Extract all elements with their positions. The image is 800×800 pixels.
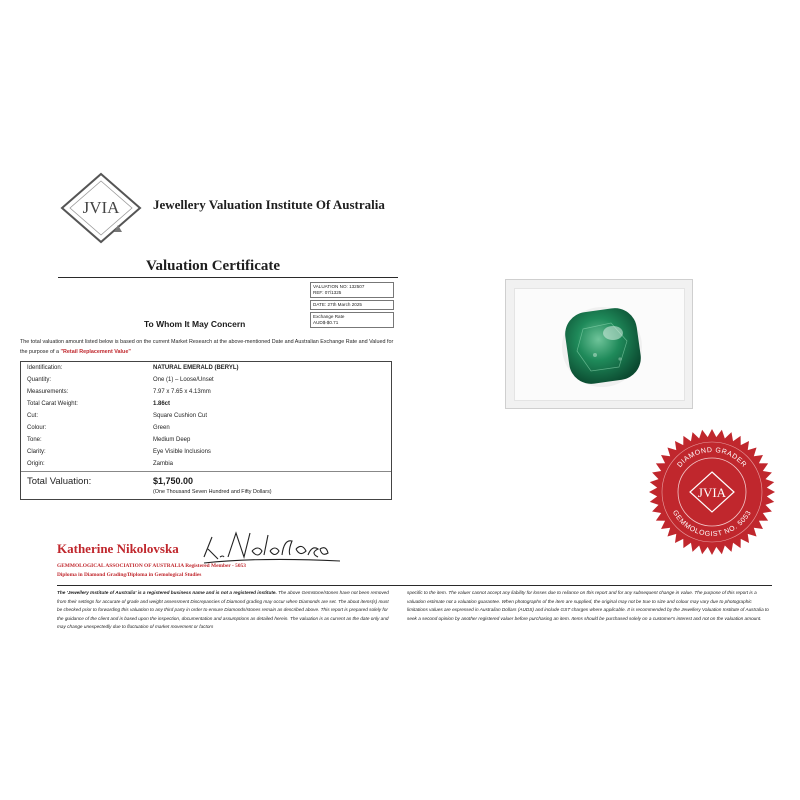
valuation-date: DATE: 27th March 2025 [313,302,362,307]
detail-label: Total Carat Weight: [27,401,78,407]
emerald-stone [562,305,643,386]
detail-value: Zambia [153,461,174,467]
gemstone-photo-frame [505,279,693,409]
disclaimer-heading: The 'Jewellery Institute of Australia' is a registered business name and is not a registered institute. [57,590,277,595]
ref-exchange-block [310,312,394,328]
detail-label: Quantity: [27,377,52,383]
ref-date-block [310,300,394,310]
intro-paragraph [20,337,400,357]
detail-value: Square Cushion Cut [153,413,208,419]
seal-center-text: JVIA [697,485,727,500]
intro-text: The total valuation amount listed below is based on the current Market Research at the above-mentioned Date and Australian Exchange Rate and Valued for the purpose of a [20,339,394,355]
detail-label: Measurements: [27,389,69,395]
detail-label: Clarity: [27,449,46,455]
exchange-rate-value: AUD$-$0.71 [313,320,339,325]
disclaimer-left-text: The above Gemstone/stones have not been removed from their settings for accurate of grade and weight assessment Discrepancies of Diamond grading may occur when Diamonds are set. The about items(s) must be checked prior to forwarding this valuation to any third party in order to ensure Diamonds/stones remain as described above. This report is prepared solely for the guidance of the client and is based upon the inspection, documentation and assumptions as detailed herein. The valuation is as current as the date only and may change unexpectedly due to fluctuation of market movement or factors [57,590,389,630]
detail-value: 7.97 x 7.65 x 4.13mm [153,389,211,395]
detail-value: 1.86ct [153,401,171,407]
detail-value: Eye Visible Inclusions [153,449,211,455]
detail-label: Colour: [27,425,47,431]
valuer-name: Katherine Nikolovska [57,541,179,556]
gemstone-photo [514,288,685,401]
title-divider [58,277,398,278]
total-valuation-label: Total Valuation: [27,476,92,487]
disclaimer-right [407,589,773,623]
valuer-diploma: Diploma in Diamond Grading/Diploma in Gemological Studies [57,572,202,578]
detail-label: Cut: [27,413,39,419]
detail-label: Identification: [27,365,63,371]
salutation: To Whom It May Concern [144,319,246,329]
gemmologist-seal [648,428,776,556]
disclaimer-right-text: specific to the item. The valuer cannot accept any liability for losses due to reliance on this report and for any subsequent change in value. The purpose of this report is a valuation estimate not a valuation guarantee. When photographs of the item are supplied, the original may not be true to size and colour may vary due to photographic limitations values are expressed in Australian Dollars (AUDS) and include GST charges where applicable. It is recommended by the Jewellery Valuation Institute of Australia to seek a second opinion by another registered valuer before purchasing an item. Items should be purchased solely on a customer's interest and not on the valuation amount. [407,590,769,621]
logo-text: JVIA [82,198,120,217]
intro-highlight: "Retail Replacement Value" [60,349,131,355]
institute-name: Jewellery Valuation Institute Of Australia [153,197,385,212]
seal-top-text: DIAMOND GRADER [676,446,748,469]
detail-value: NATURAL EMERALD (BERYL) [153,365,239,371]
total-valuation-words: (One Thousand Seven Hundred and Fifty Dollars) [153,489,272,495]
ref-valuation-block [310,282,394,298]
valuation-number: VALUATION NO: 132507 [313,284,365,289]
detail-value: One (1) – Loose/Unset [153,377,214,383]
valuer-association: GEMMOLOGICAL ASSOCIATION OF AUSTRALIA Registered Member - 5053 [57,563,246,569]
total-valuation-amount: $1,750.00 [153,476,194,486]
reference-code: REF: 07/1325 [313,290,342,295]
jvia-logo [58,170,144,246]
disclaimer-left [57,589,393,632]
seal-bottom-text: GEMMOLOGIST NO. 5053 [670,509,754,539]
detail-label: Origin: [27,461,45,467]
detail-label: Tone: [27,437,42,443]
detail-value: Medium Deep [153,437,191,443]
footer-divider [57,585,772,586]
details-table [20,361,392,500]
exchange-rate-label: Exchange Rate [313,314,345,319]
detail-value: Green [153,425,170,431]
reference-box [310,282,394,330]
certificate-title: Valuation Certificate [146,258,281,274]
total-divider [21,471,391,472]
